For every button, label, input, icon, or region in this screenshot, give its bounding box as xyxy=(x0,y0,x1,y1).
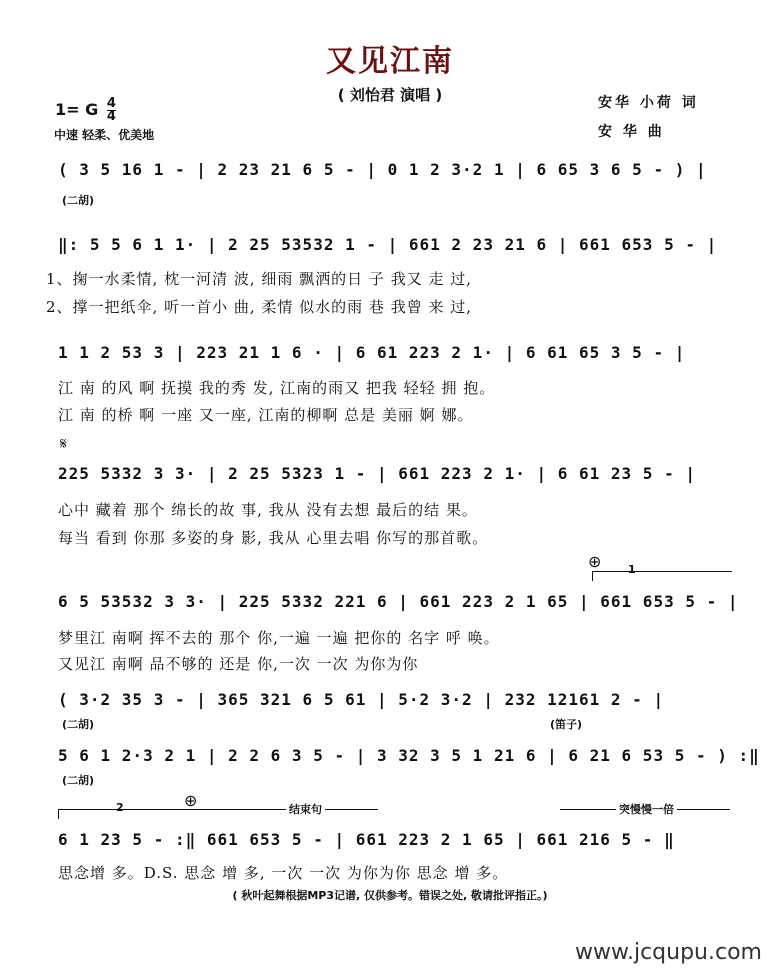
volta-1-label: 1 xyxy=(628,563,636,576)
coda-icon-1: ⊕ xyxy=(588,552,602,571)
volta-2-tick xyxy=(58,809,59,819)
lyric-row-5-verse-1: 梦里江 南啊 挥不去的 那个 你,一遍 一遍 把你的 名字 呼 唤。 xyxy=(58,629,500,647)
lyric-row-3-verse-2: 江 南 的桥 啊 一座 又一座, 江南的柳啊 总是 美丽 婀 娜。 xyxy=(58,406,474,424)
notation-row-8: 6 1 23 5 - :‖ 661 653 5 - | 661 223 2 1 65 | 661 216 5 - ‖ xyxy=(58,830,675,849)
lyric-row-4-verse-1: 心中 藏着 那个 绵长的故 事, 我从 没有去想 最后的结 果。 xyxy=(58,501,478,519)
time-sig-top: 4 xyxy=(106,96,116,111)
watermark: www.jcqupu.com xyxy=(575,940,762,965)
footnote: ( 秋叶起舞根据MP3记谱, 仅供参考。错误之处, 敬请批评指正。) xyxy=(232,889,548,902)
rit-label: 突慢慢一倍 xyxy=(616,801,677,817)
notation-row-4: 225 5332 3 3· | 2 25 5323 1 - | 661 223 2 1· | 6 61 23 5 - | xyxy=(58,464,696,483)
composer-credit: 安 华 曲 xyxy=(598,124,665,140)
tempo-marking: 中速 轻柔、优美地 xyxy=(54,128,155,142)
notation-row-1: ( 3 5 16 1 - | 2 23 21 6 5 - | 0 1 2 3·2 1 | 6 65 3 6 5 - ) | xyxy=(58,160,707,179)
notation-row-6: ( 3·2 35 3 - | 365 321 6 5 61 | 5·2 3·2 | 232 12161 2 - | xyxy=(58,690,665,709)
lyric-row-5-verse-2: 又见江 南啊 品不够的 还是 你,一次 一次 为你为你 xyxy=(58,655,419,673)
lyric-row-4-verse-2: 每当 看到 你那 多姿的身 影, 我从 心里去唱 你写的那首歌。 xyxy=(58,529,489,547)
notation-row-3: 1 1 2 53 3 | 223 21 1 6 · | 6 61 223 2 1· | 6 61 65 3 5 - | xyxy=(58,343,686,362)
ending-label: 结束句 xyxy=(286,801,325,817)
lyric-row-2-verse-2: 2、撑一把纸伞, 听一首小 曲, 柔情 似水的雨 巷 我曾 来 过, xyxy=(46,298,472,316)
lyric-row-2-verse-1: 1、掬一水柔情, 枕一河清 波, 细雨 飘洒的日 子 我又 走 过, xyxy=(46,270,472,288)
instrument-dizi: (笛子) xyxy=(550,718,583,731)
key-signature xyxy=(55,98,116,123)
lyric-row-8: 思念增 多。D.S. 思念 增 多, 一次 一次 为你为你 思念 增 多。 xyxy=(58,864,509,882)
time-sig-bottom: 4 xyxy=(106,109,116,124)
volta-1-bracket xyxy=(592,571,732,572)
key-label: 1= G xyxy=(55,100,99,119)
segno-icon: 𝄋 xyxy=(60,434,67,453)
lyric-row-3-verse-1: 江 南 的风 啊 抚摸 我的秀 发, 江南的雨又 把我 轻轻 拥 抱。 xyxy=(58,379,496,397)
coda-icon-2: ⊕ xyxy=(184,791,198,810)
notation-row-2: ‖: 5 5 6 1 1· | 2 25 53532 1 - | 661 2 23 21 6 | 661 653 5 - | xyxy=(58,235,718,254)
volta-1-tick xyxy=(592,571,593,581)
volta-2-label: 2 xyxy=(116,801,124,814)
instrument-erhu-2: (二胡) xyxy=(62,718,95,731)
instrument-erhu-3: (二胡) xyxy=(62,774,95,787)
singer-credit: ( 刘怡君 演唱 ) xyxy=(337,86,443,104)
notation-row-7: 5 6 1 2·3 2 1 | 2 2 6 3 5 - | 3 32 3 5 1 21 6 | 6 21 6 53 5 - ) :‖ xyxy=(58,746,760,765)
notation-row-5: 6 5 53532 3 3· | 225 5332 221 6 | 661 223 2 1 65 | 661 653 5 - | xyxy=(58,592,739,611)
instrument-erhu-1: (二胡) xyxy=(62,194,95,207)
lyricist-credit: 安华 小荷 词 xyxy=(598,95,699,111)
song-title: 又见江南 xyxy=(326,44,454,79)
